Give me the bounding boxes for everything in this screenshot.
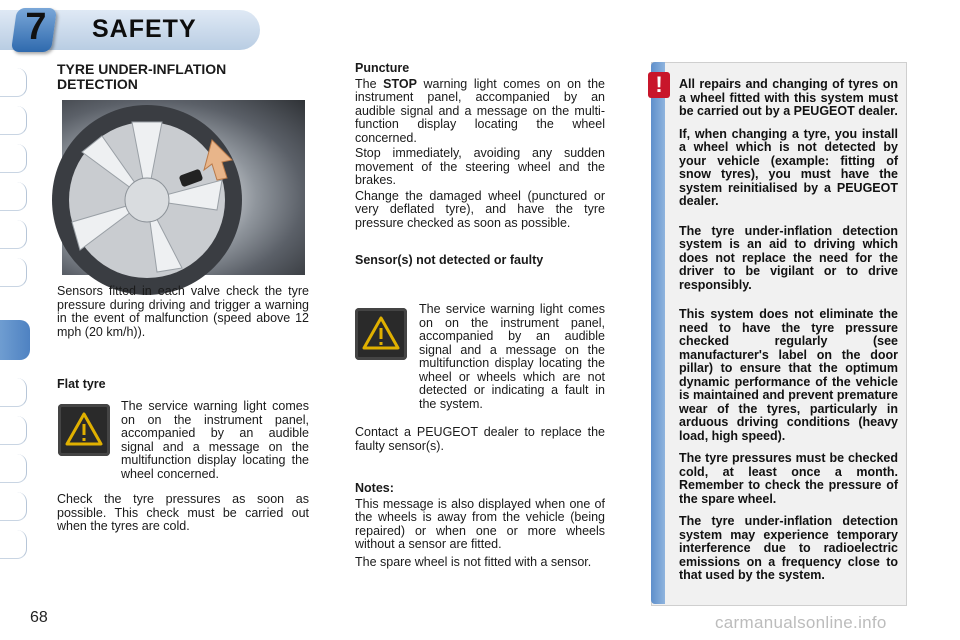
notes-section [355, 482, 605, 569]
chapter-tab[interactable] [0, 454, 27, 483]
exclamation-icon: ! [648, 72, 670, 98]
chapter-tab[interactable] [0, 258, 27, 287]
notice-paragraph: The tyre under-inflation detection system may experience temporary interference due to radioelectric emissions on a frequency close to that used by the system. [679, 514, 898, 582]
chapter-number: 7 [25, 6, 47, 48]
chapter-tab-active[interactable] [0, 320, 30, 360]
chapter-tab[interactable] [0, 492, 27, 521]
notice-paragraph: The tyre under-inflation detection system is an aid to driving which does not replace the need for the driver to be vigilant or to drive responsibly. [679, 223, 898, 292]
middle-column [355, 62, 605, 268]
notes-spare: The spare wheel is not fitted with a sensor. [355, 554, 592, 569]
section-title: TYRE UNDER-INFLATION DETECTION [57, 61, 227, 92]
notice-paragraph: The tyre pressures must be checked cold, at least once a month. Remember to check the pressure of the spare wheel. [679, 451, 898, 506]
chapter-title: SAFETY [92, 15, 197, 43]
intro-text: Sensors fitted in each valve check the tyre pressure during driving and trigger a warning in the event of malfunction (speed above 12 mph (20 km/h)). [57, 284, 309, 339]
flat-tyre-advice-block [57, 493, 309, 534]
page-number: 68 [30, 609, 48, 626]
left-column [57, 62, 309, 92]
flat-tyre-text: The service warning light comes on on the instrument panel, accompanied by an audible signal and a message on the multifunction display locating the wheel concerned. [121, 399, 309, 481]
chapter-tab[interactable] [0, 182, 27, 211]
tyre-valve-photo [62, 100, 305, 275]
notice-paragraph: This system does not eliminate the need to have the tyre pressure checked regularly (see manufacturer's label on the door pillar) to ensure that the optimum dynamic performance of the vehicle is maintained and prevent premature wear of the tyres, particularly in arduous driving conditions (heavy load, high speed). [679, 307, 898, 443]
chapter-tab[interactable] [0, 68, 27, 97]
chapter-tab[interactable] [0, 416, 27, 445]
stop-word: STOP [383, 76, 417, 91]
notice-paragraph: If, when changing a tyre, you install a wheel which is not detected by your vehicle (example: fitting of snow tyres), you must have the system reinitialised by a PEUGEOT dealer. [679, 126, 898, 208]
puncture-paragraph [355, 78, 605, 146]
chapter-tab[interactable] [0, 106, 27, 135]
notes-text: This message is also displayed when one of the wheels is away from the vehicle (being repaired) or when one or more wheels without a sensor are fitted. [355, 496, 605, 551]
flat-tyre-title: Flat tyre [57, 377, 106, 391]
sensor-text: The service warning light comes on on the instrument panel, accompanied by an audible signal and a message on the multifunction display locating the wheel or wheels which are not detected or indicating a fault in the system. [419, 302, 605, 411]
notice-text [679, 78, 898, 592]
sensor-contact-block [355, 426, 605, 453]
wheel-illustration [62, 100, 305, 275]
notice-paragraph: All repairs and changing of tyres on a wheel fitted with this system must be carried out by a PEUGEOT dealer. [679, 77, 898, 118]
watermark: carmanualsonline.info [715, 613, 887, 632]
sensor-contact: Contact a PEUGEOT dealer to replace the faulty sensor(s). [355, 425, 605, 453]
chapter-tabs [0, 60, 30, 580]
chapter-tab[interactable] [0, 220, 27, 249]
puncture-prefix: The [355, 76, 377, 91]
chapter-tab[interactable] [0, 530, 27, 559]
page-header [0, 0, 960, 56]
flat-tyre-advice: Check the tyre pressures as soon as possible. This check must be carried out when the tyres are cold. [57, 492, 309, 533]
flat-tyre-section [57, 378, 309, 392]
sensor-title: Sensor(s) not detected or faulty [355, 253, 544, 267]
chapter-tab[interactable] [0, 144, 27, 173]
chapter-tab[interactable] [0, 378, 27, 407]
warning-icon [58, 404, 110, 456]
sensor-section [355, 302, 605, 411]
notes-title: Notes: [355, 481, 394, 495]
puncture-stop-text: Stop immediately, avoiding any sudden movement of the steering wheel and the brakes. [355, 146, 605, 187]
puncture-change-text: Change the damaged wheel (punctured or very deflated tyre), and have the tyre pressure checked as soon as possible. [355, 188, 605, 230]
left-body [57, 285, 309, 339]
puncture-text: warning light comes on on the instrument panel, accompanied by an audible signal and a message on the multi-function display locating the wheel concerned. [355, 76, 605, 145]
notice-accent-bar [651, 62, 665, 604]
flat-tyre-text-block [121, 400, 309, 481]
puncture-title: Puncture [355, 61, 410, 75]
